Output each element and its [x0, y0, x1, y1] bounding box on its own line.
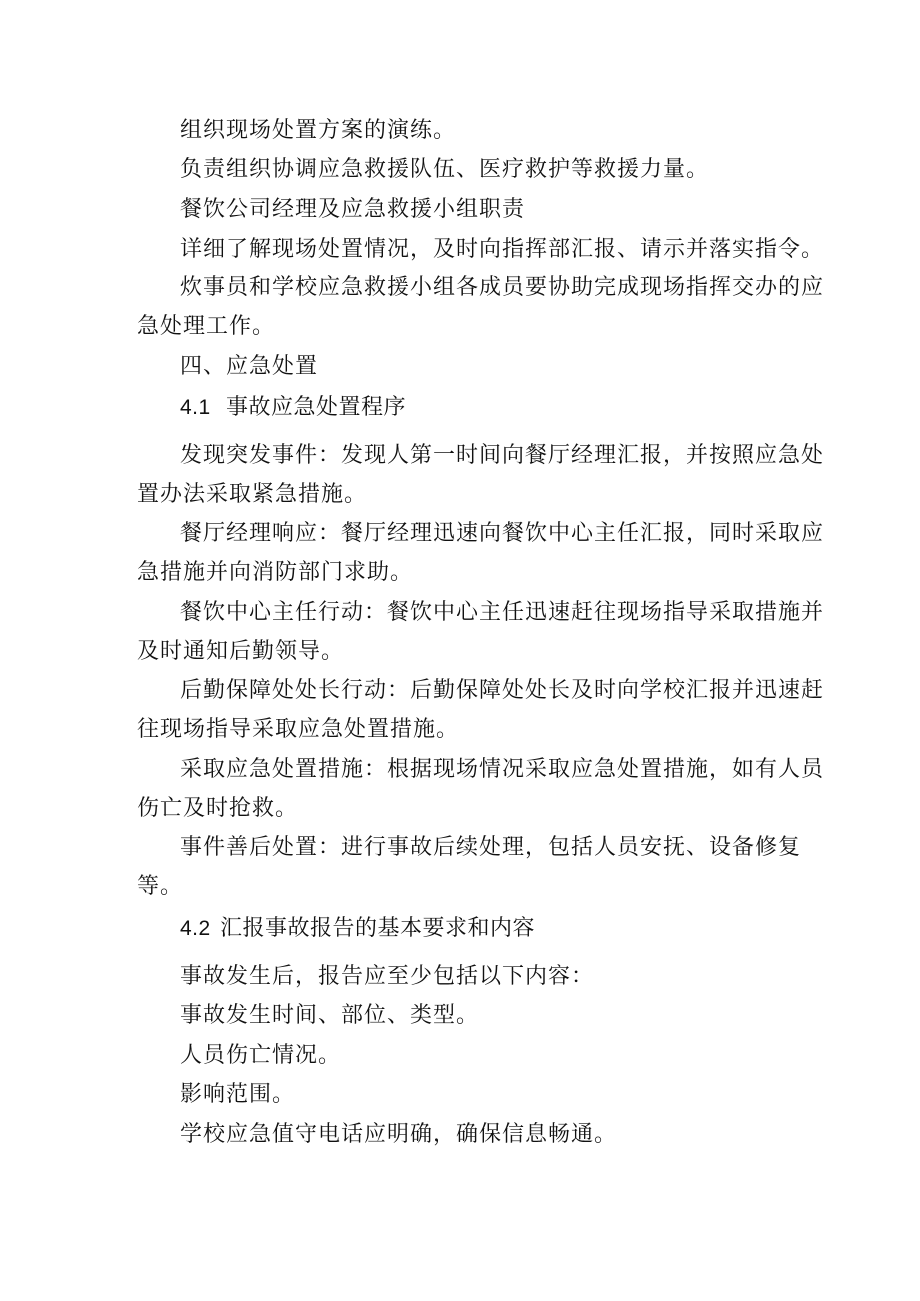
section-number: 4.2	[180, 917, 211, 940]
paragraph-line: 事故发生后，报告应至少包括以下内容：	[180, 964, 595, 989]
paragraph-line: 影响范围。	[180, 1082, 296, 1107]
section-number: 4.1	[180, 396, 211, 419]
subheading-line: 餐饮公司经理及应急救援小组职责	[180, 197, 526, 222]
paragraph-line: 餐厅经理响应：餐厅经理迅速向餐饮中心主任汇报，同时采取应	[180, 521, 825, 546]
paragraph-line: 发现突发事件：发现人第一时间向餐厅经理汇报，并按照应急处	[180, 443, 825, 468]
section-heading: 四、应急处置	[180, 354, 319, 379]
paragraph-line: 事件善后处置：进行事故后续处理，包括人员安抚、设备修复	[180, 835, 802, 860]
paragraph-line: 后勤保障处处长行动：后勤保障处处长及时向学校汇报并迅速赶	[180, 678, 825, 703]
paragraph-line: 组织现场处置方案的演练。	[180, 118, 457, 143]
paragraph-line: 等。	[137, 874, 184, 899]
paragraph-line: 及时通知后勤领导。	[137, 639, 345, 664]
paragraph-line: 置办法采取紧急措施。	[137, 482, 368, 507]
paragraph-line: 餐饮中心主任行动：餐饮中心主任迅速赶往现场指导采取措施并	[180, 600, 825, 625]
paragraph-line: 详细了解现场处置情况，及时向指挥部汇报、请示并落实指令。	[180, 237, 825, 262]
section-title: 事故应急处置程序	[226, 395, 407, 420]
paragraph-line: 采取应急处置措施：根据现场情况采取应急处置措施，如有人员	[180, 757, 825, 782]
section-heading-4-1	[180, 393, 406, 423]
paragraph-line: 事故发生时间、部位、类型。	[180, 1003, 480, 1028]
section-heading-4-2	[180, 914, 535, 944]
section-title: 汇报事故报告的基本要求和内容	[220, 916, 536, 941]
paragraph-line: 急措施并向消防部门求助。	[137, 560, 414, 585]
paragraph-line: 炊事员和学校应急救援小组各成员要协助完成现场指挥交办的应	[180, 275, 825, 300]
paragraph-line: 往现场指导采取应急处置措施。	[137, 717, 460, 742]
paragraph-line: 学校应急值守电话应明确，确保信息畅通。	[180, 1122, 618, 1147]
paragraph-line: 急处理工作。	[137, 314, 276, 339]
paragraph-line: 负责组织协调应急救援队伍、医疗救护等救援力量。	[180, 157, 710, 182]
paragraph-line: 人员伤亡情况。	[180, 1043, 342, 1068]
paragraph-line: 伤亡及时抢救。	[137, 796, 299, 821]
